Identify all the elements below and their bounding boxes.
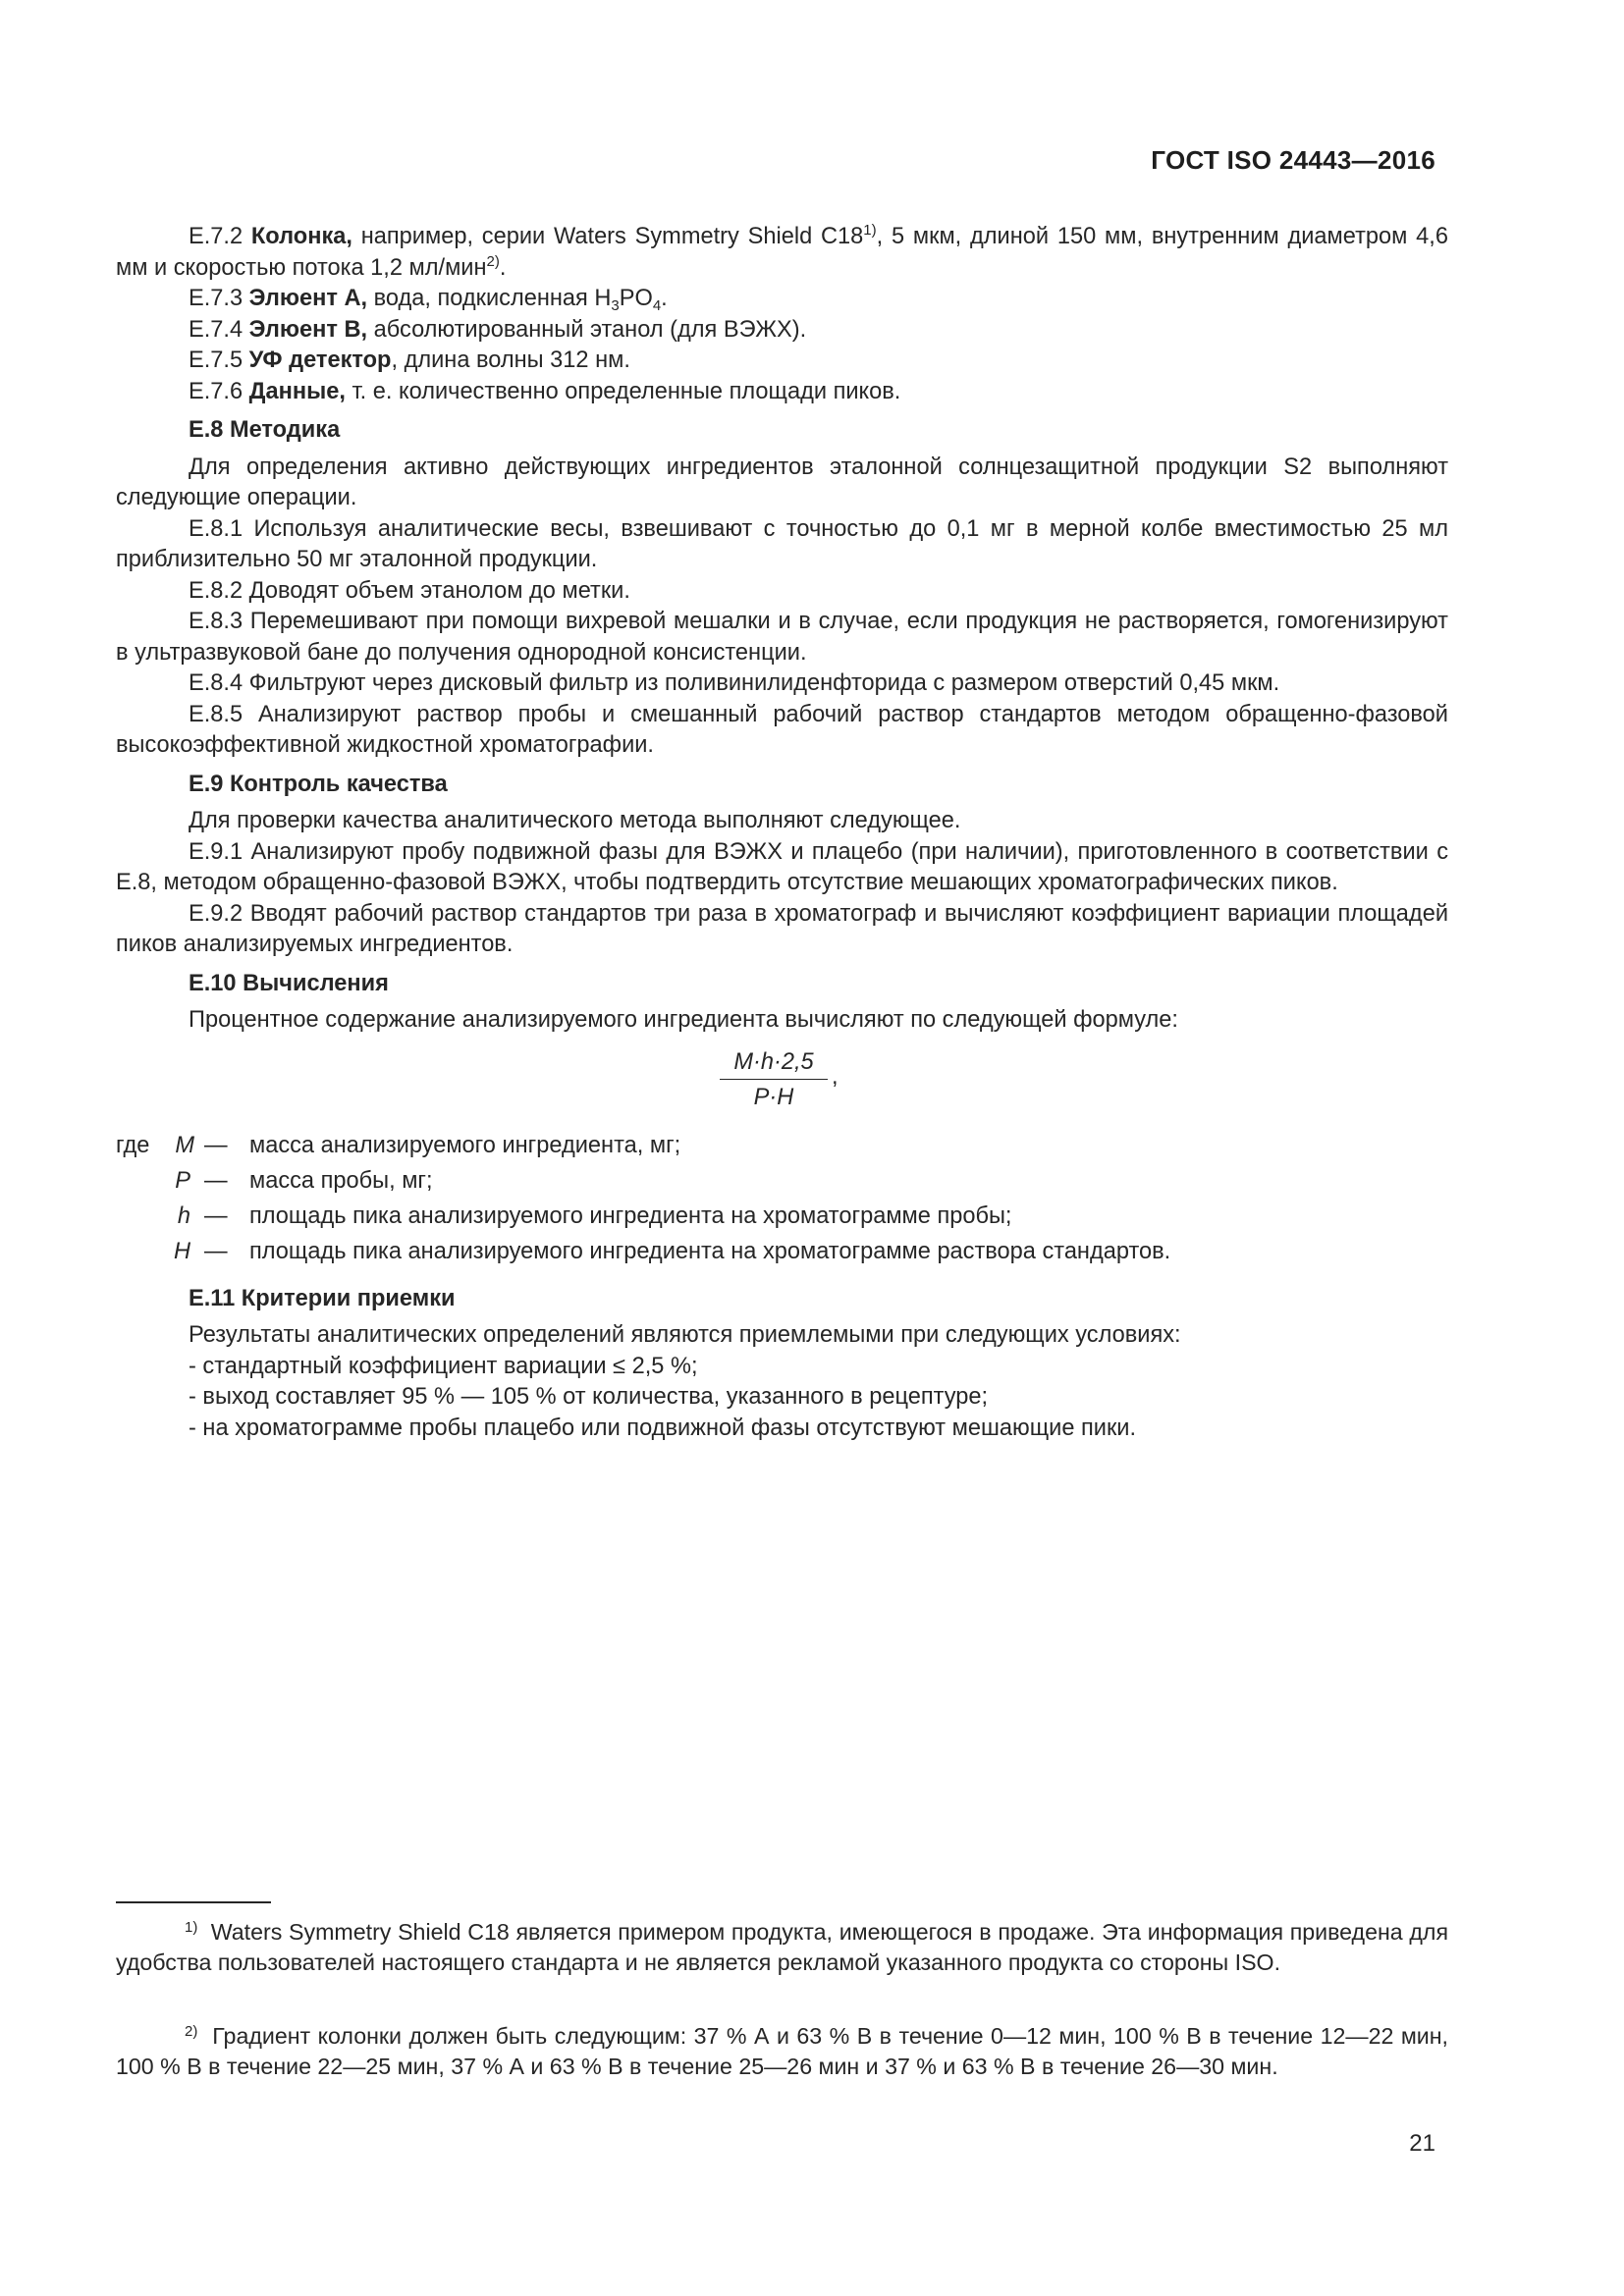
footnote-1 (116, 1917, 1448, 1978)
variable-symbol: P (175, 1167, 190, 1194)
variable-definition: площадь пика анализируемого ингредиента на хроматограмме раствора стандартов. (249, 1238, 1171, 1264)
clause-text: например, серии Waters Symmetry Shield C18 (352, 224, 864, 249)
where-word: где (116, 1132, 150, 1158)
clause-term: Данные, (248, 378, 346, 404)
subscript: 4 (652, 297, 662, 314)
clause-term: Колонка, (250, 224, 352, 249)
definition-row (116, 1237, 1448, 1268)
clause-e9-2: Е.9.2 Вводят рабочий раствор стандартов три раза в хроматограф и вычисляют коэффициент вариации площадей пиков анализируемых ингредиентов. (116, 900, 1448, 957)
clause-text: , длина волны 312 нм. (391, 347, 630, 373)
clause-term: УФ детектор (248, 347, 392, 373)
definition-dash: — (204, 1132, 228, 1158)
section-e10-intro: Процентное содержание анализируемого ингредиента вычисляют по следующей формуле: (189, 1007, 1178, 1033)
subscript: 3 (611, 297, 620, 314)
section-e9-intro: Для проверки качества аналитического метода выполняют следующее. (189, 808, 961, 833)
definition-dash: — (204, 1167, 228, 1194)
clause-number: Е.7.3 (189, 286, 249, 311)
clause-term: Элюент А, (248, 286, 368, 311)
formula-denominator: P·H (753, 1084, 794, 1110)
footnote-ref-1: 1) (863, 222, 877, 239)
clause-e8-5: Е.8.5 Анализируют раствор пробы и смешанный рабочий раствор стандартов методом обращенно-фазовой высокоэффективной жидкостной хроматографии. (116, 701, 1448, 758)
footnote-text: Градиент колонки должен быть следующим: 37 % А и 63 % В в течение 0—12 мин, 100 % В в течение 12—22 мин, 100 % В в течение 22—25 мин, 37 % А и 63 % В в течение 25—26 мин и 37 % и 63 % В в течение 26—30 мин. (116, 2023, 1448, 2079)
variable-definitions (116, 1131, 1448, 1276)
variable-symbol: M (175, 1132, 194, 1158)
footnote-mark: 2) (185, 2023, 198, 2040)
clause-number: Е.7.4 (189, 316, 249, 343)
footnote-ref-2: 2) (486, 252, 500, 270)
clause-number: Е.7.6 (189, 378, 249, 404)
section-e8-heading: Е.8 Методика (189, 417, 341, 443)
clause-e7-5 (116, 346, 1448, 377)
clause-term: Элюент В, (248, 316, 368, 343)
clause-e8-3: Е.8.3 Перемешивают при помощи вихревой мешалки и в случае, если продукция не растворяется, гомогенизируют в ультразвуковой бане до получения однородной консистенции. (116, 609, 1448, 666)
clause-e8-2: Е.8.2 Доводят объем этанолом до метки. (189, 577, 630, 604)
clause-text: . (661, 286, 668, 311)
clause-text: PO (619, 286, 653, 311)
definition-dash: — (204, 1202, 228, 1229)
clause-text: . (499, 254, 507, 281)
variable-symbol: H (173, 1238, 190, 1264)
definition-row (116, 1201, 1448, 1233)
page-number: 21 (1409, 2130, 1435, 2157)
footnote-mark: 1) (185, 1919, 198, 1936)
section-e9-heading: Е.9 Контроль качества (189, 771, 448, 797)
clause-number: Е.7.2 (189, 224, 251, 249)
clause-e7-4 (116, 315, 1448, 347)
clause-e7-2 (116, 222, 1448, 284)
clause-e7-6 (116, 377, 1448, 408)
definition-row (116, 1131, 1448, 1162)
clause-text: , 5 мкм, длиной 150 мм, внутренним диаметром 4,6 мм и скоростью потока 1,2 мл/мин (116, 224, 1448, 281)
clause-e7-3 (116, 284, 1448, 315)
footnote-2 (116, 2021, 1448, 2082)
definition-row (116, 1166, 1448, 1198)
formula-comma: , (832, 1063, 839, 1090)
formula-numerator: M·h·2,5 (733, 1048, 814, 1075)
section-e8-intro: Для определения активно действующих ингредиентов эталонной солнцезащитной продукции S2 выполняют следующие операции. (116, 454, 1448, 510)
formula (116, 1041, 1448, 1129)
document-body (116, 222, 1448, 1444)
clause-number: Е.7.5 (189, 347, 249, 373)
variable-definition: площадь пика анализируемого ингредиента на хроматограмме пробы; (249, 1202, 1012, 1229)
criteria-item: - выход составляет 95 % — 105 % от количества, указанного в рецептуре; (189, 1384, 989, 1410)
clause-e8-4: Е.8.4 Фильтруют через дисковый фильтр из поливинилиденфторида с размером отверстий 0,45 мкм. (189, 670, 1280, 696)
variable-definition: масса пробы, мг; (249, 1167, 433, 1194)
standard-header: ГОСТ ISO 24443—2016 (1151, 145, 1435, 175)
section-e10-heading: Е.10 Вычисления (189, 970, 389, 996)
definition-dash: — (204, 1238, 228, 1264)
variable-symbol: h (177, 1202, 190, 1229)
footnote-separator (116, 1901, 271, 1903)
clause-text: абсолютированный этанол (для ВЭЖХ). (367, 316, 807, 343)
criteria-item: - на хроматограмме пробы плацебо или подвижной фазы отсутствуют мешающие пики. (189, 1415, 1137, 1441)
footnote-text: Waters Symmetry Shield C18 является примером продукта, имеющегося в продаже. Эта информация приведена для удобства пользователей настоящего стандарта и не является рекламой указанного продукта со стороны ISO. (116, 1919, 1449, 1975)
variable-definition: масса анализируемого ингредиента, мг; (249, 1132, 681, 1158)
section-e11-intro: Результаты аналитических определений являются приемлемыми при следующих условиях: (189, 1322, 1181, 1348)
section-e11-heading: Е.11 Критерии приемки (189, 1285, 456, 1311)
clause-e9-1: Е.9.1 Анализируют пробу подвижной фазы для ВЭЖХ и плацебо (при наличии), приготовленного в соответствии с Е.8, методом обращенно-фазовой ВЭЖХ, чтобы подтвердить отсутствие мешающих хроматографических пиков. (116, 838, 1448, 895)
fraction-bar (720, 1079, 828, 1080)
clause-e8-1: Е.8.1 Используя аналитические весы, взвешивают с точностью до 0,1 мг в мерной колбе вместимостью 25 мл приблизительно 50 мг эталонной продукции. (116, 515, 1448, 572)
criteria-item: - стандартный коэффициент вариации ≤ 2,5 %; (189, 1353, 698, 1379)
clause-text: вода, подкисленная H (367, 286, 612, 311)
clause-text: т. е. количественно определенные площади пиков. (345, 378, 901, 404)
formula-fraction (720, 1048, 828, 1111)
